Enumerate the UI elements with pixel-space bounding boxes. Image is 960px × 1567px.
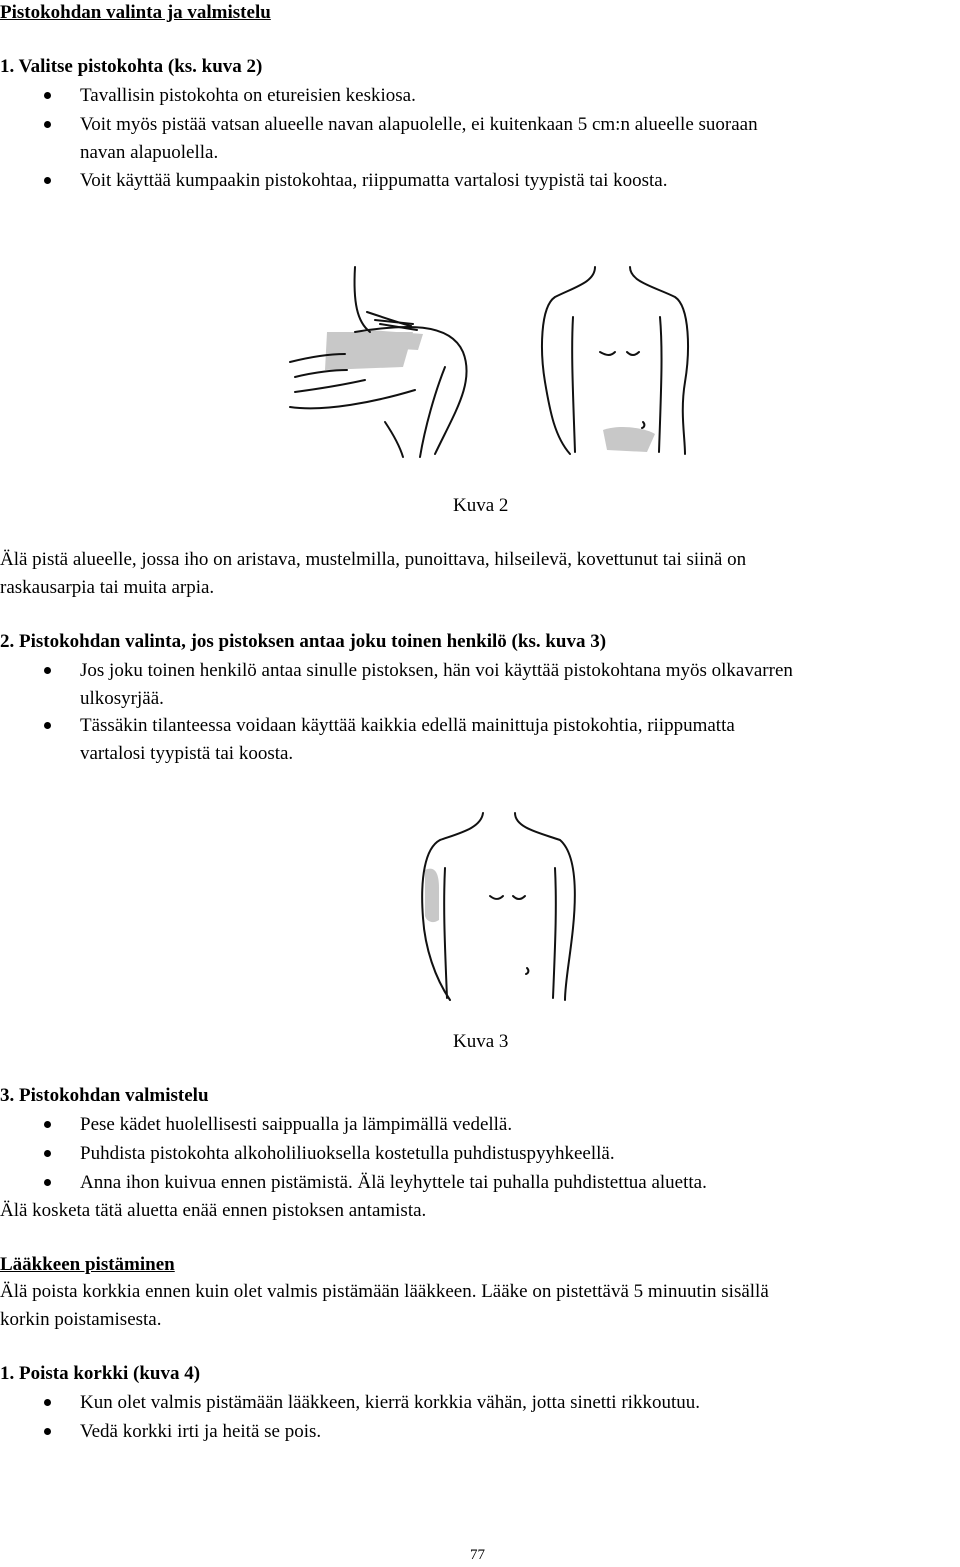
- bullet-marker: [44, 177, 51, 184]
- abdomen-illustration: [535, 262, 695, 462]
- bullet-marker: [44, 1179, 51, 1186]
- list-item-continuation: vartalosi tyypistä tai koosta.: [80, 743, 294, 764]
- list-item-continuation: navan alapuolella.: [80, 142, 219, 163]
- inject-title: Lääkkeen pistäminen: [0, 1254, 175, 1275]
- upper-arm-illustration: [415, 808, 585, 1008]
- list-item: Jos joku toinen henkilö antaa sinulle pistoksen, hän voi käyttää pistokohtana myös olkavarren: [80, 660, 793, 681]
- list-item: Anna ihon kuivua ennen pistämistä. Älä leyhyttele tai puhalla puhdistettua aluetta.: [80, 1172, 707, 1193]
- figure-3-caption: Kuva 3: [453, 1031, 509, 1052]
- inject-para-line2: korkin poistamisesta.: [0, 1309, 162, 1330]
- step2-heading: 2. Pistokohdan valinta, jos pistoksen antaa joku toinen henkilö (ks. kuva 3): [0, 631, 607, 652]
- warning-text-line2: raskausarpia tai muita arpia.: [0, 577, 215, 598]
- list-item: Voit käyttää kumpaakin pistokohtaa, riippumatta vartalosi tyypistä tai koosta.: [80, 170, 668, 191]
- thigh-illustration: [285, 262, 475, 462]
- bullet-marker: [44, 1399, 51, 1406]
- list-item: Vedä korkki irti ja heitä se pois.: [80, 1421, 322, 1442]
- section-title: Pistokohdan valinta ja valmistelu: [0, 2, 271, 23]
- bullet-marker: [44, 667, 51, 674]
- note-text: Älä kosketa tätä aluetta enää ennen pistoksen antamista.: [0, 1200, 427, 1221]
- list-item: Pese kädet huolellisesti saippualla ja lämpimällä vedellä.: [80, 1114, 513, 1135]
- step1-heading: 1. Valitse pistokohta (ks. kuva 2): [0, 56, 263, 77]
- list-item: Voit myös pistää vatsan alueelle navan alapuolelle, ei kuitenkaan 5 cm:n alueelle suoraan: [80, 114, 758, 135]
- list-item: Kun olet valmis pistämään lääkkeen, kierrä korkkia vähän, jotta sinetti rikkoutuu.: [80, 1392, 700, 1413]
- step3-heading: 3. Pistokohdan valmistelu: [0, 1085, 209, 1106]
- list-item: Puhdista pistokohta alkoholiliuoksella kostetulla puhdistuspyyhkeellä.: [80, 1143, 615, 1164]
- page-number: 77: [470, 1547, 485, 1563]
- warning-text-line1: Älä pistä alueelle, jossa iho on aristava, mustelmilla, punoittava, hilseilevä, kovettunut tai siinä on: [0, 549, 747, 570]
- bullet-marker: [44, 1121, 51, 1128]
- bullet-marker: [44, 722, 51, 729]
- list-item: Tässäkin tilanteessa voidaan käyttää kaikkia edellä mainittuja pistokohtia, riippumatta: [80, 715, 735, 736]
- inject-para-line1: Älä poista korkkia ennen kuin olet valmis pistämään lääkkeen. Lääke on pistettävä 5 minuutin sisällä: [0, 1281, 769, 1302]
- bullet-marker: [44, 1428, 51, 1435]
- list-item-continuation: ulkosyrjää.: [80, 688, 164, 709]
- remove-cap-heading: 1. Poista korkki (kuva 4): [0, 1363, 201, 1384]
- figure-2-caption: Kuva 2: [453, 495, 509, 516]
- list-item: Tavallisin pistokohta on etureisien keskiosa.: [80, 85, 416, 106]
- bullet-marker: [44, 121, 51, 128]
- bullet-marker: [44, 1150, 51, 1157]
- bullet-marker: [44, 92, 51, 99]
